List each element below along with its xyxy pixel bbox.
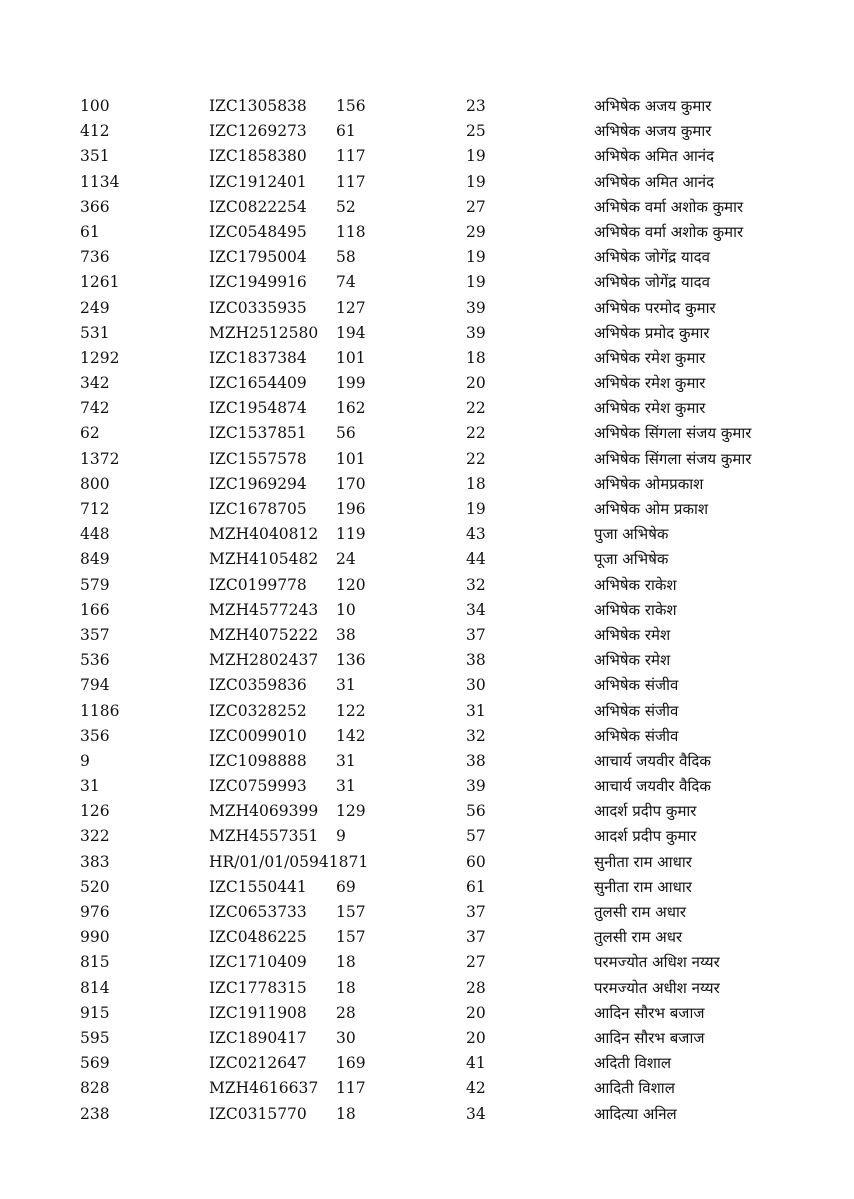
table-row: [80, 472, 840, 497]
serial-number-cell: 815: [80, 953, 110, 972]
table-row: [80, 547, 840, 572]
age-cell: 38: [466, 651, 486, 670]
part-number-cell: 52: [336, 197, 356, 216]
name-cell: अभिषेक जोगेंद्र यादव: [594, 273, 710, 292]
table-row: [80, 497, 840, 522]
serial-number-cell: 412: [80, 122, 110, 141]
serial-number-cell: 351: [80, 147, 110, 166]
table-row: [80, 321, 840, 346]
voter-id-cell: IZC1557578: [209, 449, 307, 468]
name-cell: अभिषेक अजय कुमार: [594, 97, 712, 115]
age-cell: 19: [466, 500, 486, 518]
voter-id-cell: IZC1837384: [209, 348, 307, 367]
age-cell: 32: [466, 726, 486, 745]
table-row: [80, 421, 840, 446]
table-row: [80, 724, 840, 749]
voter-id-cell: IZC1890417: [209, 1028, 307, 1047]
part-number-cell: 199: [336, 374, 366, 393]
serial-number-cell: 1186: [80, 701, 120, 720]
serial-number-cell: 531: [80, 323, 110, 342]
part-number-cell: 156: [336, 97, 366, 115]
name-cell: अभिषेक वर्मा अशोक कुमार: [594, 222, 744, 241]
age-cell: 43: [466, 525, 486, 544]
table-row: [80, 144, 840, 169]
serial-number-cell: 915: [80, 1003, 110, 1022]
serial-number-cell: 595: [80, 1028, 110, 1047]
voter-id-cell: HR/01/01/05941871: [209, 852, 369, 871]
voter-id-cell: MZH4075222: [209, 625, 319, 644]
table-row: [80, 1001, 840, 1026]
table-row: [80, 170, 840, 195]
table-row: [80, 673, 840, 698]
age-cell: 39: [466, 298, 486, 317]
part-number-cell: 18: [336, 978, 356, 997]
name-cell: अभिषेक रमेश: [594, 651, 671, 670]
age-cell: 39: [466, 323, 486, 342]
serial-number-cell: 520: [80, 877, 110, 896]
voter-id-cell: IZC0199778: [209, 575, 307, 594]
table-row: [80, 220, 840, 245]
voter-id-cell: IZC1537851: [209, 424, 307, 443]
name-cell: अभिषेक रमेश कुमार: [594, 374, 706, 393]
age-cell: 34: [466, 600, 486, 619]
age-cell: 34: [466, 1104, 486, 1123]
voter-id-cell: IZC1795004: [209, 248, 307, 267]
serial-number-cell: 9: [80, 751, 90, 770]
age-cell: 18: [466, 348, 486, 367]
part-number-cell: 122: [336, 701, 366, 720]
age-cell: 38: [466, 751, 486, 770]
name-cell: आदिन सौरभ बजाज: [594, 1028, 705, 1047]
serial-number-cell: 356: [80, 726, 110, 745]
age-cell: 22: [466, 424, 486, 443]
serial-number-cell: 383: [80, 852, 110, 871]
serial-number-cell: 536: [80, 651, 110, 670]
name-cell: पूजा अभिषेक: [594, 550, 669, 569]
part-number-cell: 31: [336, 777, 356, 796]
table-row: [80, 195, 840, 220]
part-number-cell: 117: [336, 172, 366, 191]
name-cell: आदिन सौरभ बजाज: [594, 1003, 705, 1022]
part-number-cell: 31: [336, 676, 356, 695]
serial-number-cell: 579: [80, 575, 110, 594]
part-number-cell: 196: [336, 500, 366, 518]
serial-number-cell: 342: [80, 374, 110, 393]
age-cell: 32: [466, 575, 486, 594]
age-cell: 39: [466, 777, 486, 796]
serial-number-cell: 61: [80, 222, 100, 241]
serial-number-cell: 448: [80, 525, 110, 544]
name-cell: आदर्श प्रदीप कुमार: [594, 802, 697, 821]
table-row: [80, 1051, 840, 1076]
name-cell: तुलसी राम अधर: [594, 928, 683, 947]
part-number-cell: 129: [336, 802, 366, 821]
name-cell: तुलसी राम अधार: [594, 903, 686, 921]
voter-id-cell: IZC1778315: [209, 978, 307, 997]
age-cell: 31: [466, 701, 486, 720]
part-number-cell: 101: [336, 348, 366, 367]
part-number-cell: 127: [336, 298, 366, 317]
table-row: [80, 976, 840, 1001]
part-number-cell: 9: [336, 827, 346, 846]
voter-id-cell: IZC0548495: [209, 222, 307, 241]
voter-list-table: [80, 94, 840, 1127]
name-cell: अभिषेक राकेश: [594, 575, 677, 594]
serial-number-cell: 1134: [80, 172, 120, 191]
part-number-cell: 169: [336, 1054, 366, 1073]
part-number-cell: 18: [336, 953, 356, 972]
serial-number-cell: 736: [80, 248, 110, 267]
serial-number-cell: 849: [80, 550, 110, 569]
name-cell: पुजा अभिषेक: [594, 525, 669, 544]
age-cell: 27: [466, 953, 486, 972]
voter-id-cell: IZC0653733: [209, 903, 307, 921]
part-number-cell: 157: [336, 928, 366, 947]
table-row: [80, 623, 840, 648]
age-cell: 37: [466, 928, 486, 947]
name-cell: अभिषेक वर्मा अशोक कुमार: [594, 197, 744, 216]
name-cell: आदर्श प्रदीप कुमार: [594, 827, 697, 846]
age-cell: 25: [466, 122, 486, 141]
serial-number-cell: 238: [80, 1104, 110, 1123]
name-cell: अभिषेक सिंगला संजय कुमार: [594, 449, 752, 468]
part-number-cell: 120: [336, 575, 366, 594]
part-number-cell: 56: [336, 424, 356, 443]
serial-number-cell: 569: [80, 1054, 110, 1073]
serial-number-cell: 1261: [80, 273, 120, 292]
age-cell: 20: [466, 1028, 486, 1047]
voter-id-cell: IZC1550441: [209, 877, 307, 896]
part-number-cell: 118: [336, 222, 366, 241]
part-number-cell: 30: [336, 1028, 356, 1047]
part-number-cell: 31: [336, 751, 356, 770]
age-cell: 57: [466, 827, 486, 846]
part-number-cell: 28: [336, 1003, 356, 1022]
age-cell: 19: [466, 248, 486, 267]
serial-number-cell: 166: [80, 600, 110, 619]
name-cell: अभिषेक राकेश: [594, 600, 677, 619]
serial-number-cell: 976: [80, 903, 110, 921]
serial-number-cell: 742: [80, 399, 110, 418]
name-cell: अभिषेक संजीव: [594, 701, 679, 720]
voter-id-cell: IZC1911908: [209, 1003, 307, 1022]
voter-id-cell: MZH4577243: [209, 600, 319, 619]
table-row: [80, 799, 840, 824]
table-row: [80, 270, 840, 295]
voter-id-cell: IZC1949916: [209, 273, 307, 292]
serial-number-cell: 828: [80, 1079, 110, 1098]
serial-number-cell: 357: [80, 625, 110, 644]
name-cell: परमज्योत अधीश नय्यर: [594, 978, 720, 997]
part-number-cell: 18: [336, 1104, 356, 1123]
part-number-cell: 58: [336, 248, 356, 267]
table-row: [80, 950, 840, 975]
age-cell: 41: [466, 1054, 486, 1073]
voter-id-cell: IZC1858380: [209, 147, 307, 166]
name-cell: अभिषेक संजीव: [594, 726, 679, 745]
age-cell: 37: [466, 903, 486, 921]
age-cell: 22: [466, 449, 486, 468]
voter-id-cell: MZH4105482: [209, 550, 319, 569]
serial-number-cell: 249: [80, 298, 110, 317]
voter-id-cell: IZC1305838: [209, 97, 307, 115]
voter-id-cell: IZC0759993: [209, 777, 307, 796]
part-number-cell: 142: [336, 726, 366, 745]
voter-id-cell: IZC0359836: [209, 676, 307, 695]
age-cell: 22: [466, 399, 486, 418]
part-number-cell: 38: [336, 625, 356, 644]
table-row: [80, 396, 840, 421]
voter-id-cell: MZH4616637: [209, 1079, 319, 1098]
age-cell: 44: [466, 550, 486, 569]
part-number-cell: 74: [336, 273, 356, 292]
name-cell: अभिषेक परमोद कुमार: [594, 298, 716, 317]
name-cell: अभिषेक अजय कुमार: [594, 122, 712, 141]
name-cell: परमज्योत अधिश नय्यर: [594, 953, 720, 972]
part-number-cell: 101: [336, 449, 366, 468]
part-number-cell: 69: [336, 877, 356, 896]
age-cell: 60: [466, 852, 486, 871]
part-number-cell: 162: [336, 399, 366, 418]
voter-id-cell: IZC1710409: [209, 953, 307, 972]
serial-number-cell: 62: [80, 424, 100, 443]
serial-number-cell: 1372: [80, 449, 120, 468]
table-row: [80, 699, 840, 724]
table-row: [80, 1076, 840, 1101]
age-cell: 29: [466, 222, 486, 241]
age-cell: 20: [466, 374, 486, 393]
table-row: [80, 371, 840, 396]
name-cell: आचार्य जयवीर वैदिक: [594, 777, 711, 796]
serial-number-cell: 100: [80, 97, 110, 115]
table-row: [80, 94, 840, 119]
table-row: [80, 346, 840, 371]
voter-id-cell: IZC0486225: [209, 928, 307, 947]
serial-number-cell: 126: [80, 802, 110, 821]
part-number-cell: 119: [336, 525, 366, 544]
serial-number-cell: 990: [80, 928, 110, 947]
voter-id-cell: IZC0335935: [209, 298, 307, 317]
part-number-cell: 136: [336, 651, 366, 670]
table-row: [80, 774, 840, 799]
serial-number-cell: 800: [80, 474, 110, 493]
part-number-cell: 117: [336, 147, 366, 166]
table-row: [80, 245, 840, 270]
table-row: [80, 573, 840, 598]
voter-id-cell: MZH4069399: [209, 802, 319, 821]
age-cell: 19: [466, 273, 486, 292]
table-row: [80, 1026, 840, 1051]
name-cell: अभिषेक सिंगला संजय कुमार: [594, 424, 752, 443]
voter-id-cell: IZC1654409: [209, 374, 307, 393]
name-cell: अभिषेक अमित आनंद: [594, 172, 715, 191]
name-cell: अभिषेक रमेश: [594, 625, 671, 644]
name-cell: आदिती विशाल: [594, 1079, 675, 1098]
voter-id-cell: IZC0328252: [209, 701, 307, 720]
age-cell: 28: [466, 978, 486, 997]
age-cell: 23: [466, 97, 486, 115]
voter-id-cell: IZC1678705: [209, 500, 307, 518]
serial-number-cell: 322: [80, 827, 110, 846]
table-row: [80, 648, 840, 673]
name-cell: सुनीता राम आधार: [594, 852, 692, 871]
voter-id-cell: IZC0315770: [209, 1104, 307, 1123]
table-row: [80, 1102, 840, 1127]
table-row: [80, 850, 840, 875]
part-number-cell: 10: [336, 600, 356, 619]
serial-number-cell: 31: [80, 777, 100, 796]
voter-id-cell: MZH4557351: [209, 827, 319, 846]
name-cell: अभिषेक ओम प्रकाश: [594, 500, 709, 518]
serial-number-cell: 814: [80, 978, 110, 997]
name-cell: अभिषेक प्रमोद कुमार: [594, 323, 710, 342]
table-row: [80, 119, 840, 144]
age-cell: 37: [466, 625, 486, 644]
age-cell: 19: [466, 172, 486, 191]
table-row: [80, 598, 840, 623]
table-row: [80, 296, 840, 321]
name-cell: आचार्य जयवीर वैदिक: [594, 751, 711, 770]
age-cell: 19: [466, 147, 486, 166]
table-row: [80, 447, 840, 472]
age-cell: 56: [466, 802, 486, 821]
age-cell: 20: [466, 1003, 486, 1022]
age-cell: 27: [466, 197, 486, 216]
voter-id-cell: IZC1969294: [209, 474, 307, 493]
voter-id-cell: IZC0212647: [209, 1054, 307, 1073]
name-cell: अभिषेक रमेश कुमार: [594, 399, 706, 418]
part-number-cell: 170: [336, 474, 366, 493]
part-number-cell: 61: [336, 122, 356, 141]
name-cell: अभिषेक जोगेंद्र यादव: [594, 248, 710, 267]
voter-id-cell: MZH2512580: [209, 323, 319, 342]
voter-id-cell: IZC1954874: [209, 399, 307, 418]
age-cell: 30: [466, 676, 486, 695]
name-cell: अभिषेक संजीव: [594, 676, 679, 695]
age-cell: 61: [466, 877, 486, 896]
age-cell: 42: [466, 1079, 486, 1098]
age-cell: 18: [466, 474, 486, 493]
serial-number-cell: 1292: [80, 348, 120, 367]
table-row: [80, 749, 840, 774]
part-number-cell: 24: [336, 550, 356, 569]
name-cell: अभिषेक रमेश कुमार: [594, 348, 706, 367]
name-cell: सुनीता राम आधार: [594, 877, 692, 896]
part-number-cell: 157: [336, 903, 366, 921]
table-row: [80, 900, 840, 925]
voter-id-cell: IZC0099010: [209, 726, 307, 745]
voter-id-cell: IZC1269273: [209, 122, 307, 141]
table-row: [80, 522, 840, 547]
name-cell: आदित्या अनिल: [594, 1104, 677, 1123]
name-cell: अदिती विशाल: [594, 1054, 671, 1073]
serial-number-cell: 794: [80, 676, 110, 695]
serial-number-cell: 366: [80, 197, 110, 216]
table-row: [80, 875, 840, 900]
serial-number-cell: 712: [80, 500, 110, 518]
table-row: [80, 925, 840, 950]
voter-id-cell: MZH2802437: [209, 651, 319, 670]
part-number-cell: 117: [336, 1079, 366, 1098]
name-cell: अभिषेक अमित आनंद: [594, 147, 715, 166]
voter-id-cell: IZC1912401: [209, 172, 307, 191]
part-number-cell: 194: [336, 323, 366, 342]
name-cell: अभिषेक ओमप्रकाश: [594, 474, 704, 493]
voter-id-cell: IZC1098888: [209, 751, 307, 770]
table-row: [80, 824, 840, 849]
voter-id-cell: IZC0822254: [209, 197, 307, 216]
voter-id-cell: MZH4040812: [209, 525, 319, 544]
